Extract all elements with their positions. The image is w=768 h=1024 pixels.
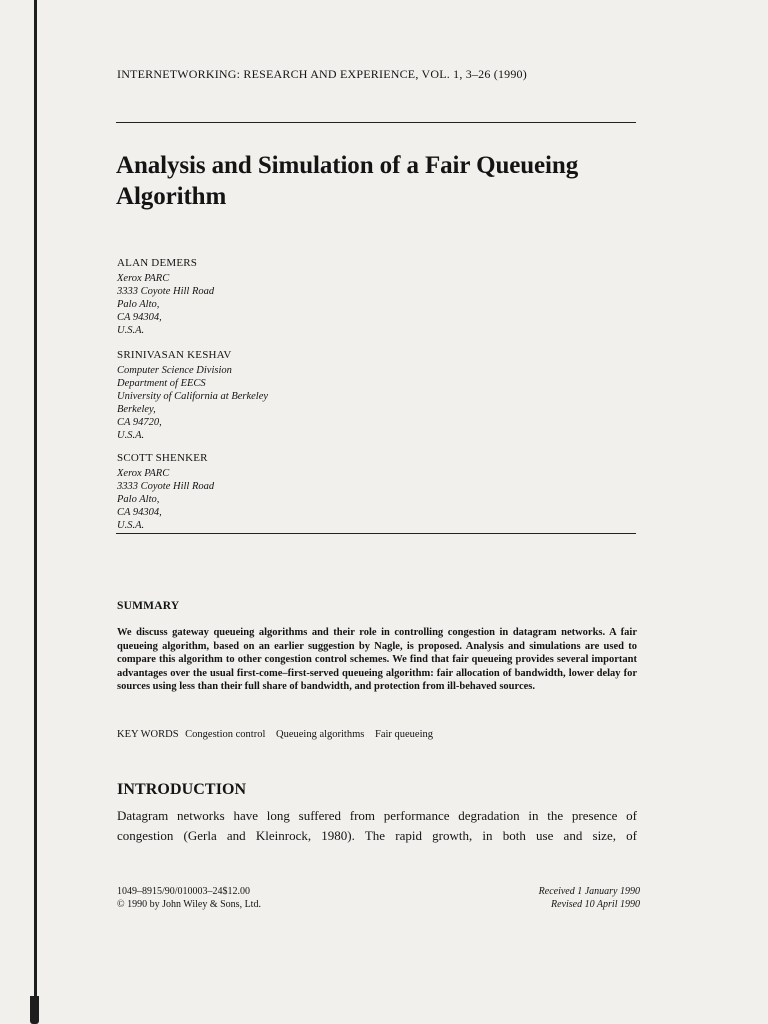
author-block	[117, 451, 417, 532]
scan-binding-corner	[30, 996, 39, 1024]
affiliation-line: Xerox PARC	[117, 273, 170, 284]
introduction-heading: INTRODUCTION	[117, 781, 247, 798]
introduction-text	[117, 806, 637, 846]
introduction-line: congestion (Gerla and Kleinrock, 1980). The rapid growth, in both use and size, of	[117, 828, 637, 843]
footer-dates	[437, 885, 640, 911]
keywords-label: KEY WORDS	[117, 729, 179, 740]
affiliation-line: 3333 Coyote Hill Road	[117, 481, 215, 492]
affiliation-line: Computer Science Division	[117, 365, 232, 376]
affiliation-line: U.S.A.	[117, 430, 145, 441]
affiliation-line: U.S.A.	[117, 325, 145, 336]
affiliation-line: Department of EECS	[117, 378, 206, 389]
received-date: Received 1 January 1990	[538, 886, 640, 897]
author-block	[117, 348, 417, 442]
affiliation-line: CA 94720,	[117, 417, 162, 428]
authors-rule	[116, 533, 636, 534]
author-name: ALAN DEMERS	[117, 257, 198, 269]
author-block	[117, 256, 417, 337]
keyword-item: Queueing algorithms	[276, 729, 365, 740]
keyword-item: Fair queueing	[374, 729, 434, 740]
affiliation-line: CA 94304,	[117, 507, 162, 518]
summary-text: We discuss gateway queueing algorithms and their role in controlling congestion in datagram networks. A fair queueing algorithm, based on an earlier suggestion by Nagle, is proposed. Analysis and simulations are used to compare this algorithm to other congestion control schemes. We find that fair queueing provides several important advantages over the usual first-come–first-served queueing algorithm: fair allocation of bandwidth, lower delay for sources using less than their full share of bandwidth, and protection from ill-behaved sources.	[117, 627, 637, 692]
keywords-line	[117, 729, 441, 740]
affiliation-line: CA 94304,	[117, 312, 162, 323]
publication-code: 1049–8915/90/010003–24$12.00	[117, 886, 251, 897]
affiliation-line: U.S.A.	[117, 520, 145, 531]
affiliation-line: University of California at Berkeley	[117, 391, 269, 402]
summary-heading: SUMMARY	[117, 600, 180, 612]
affiliation-line: Palo Alto,	[117, 299, 160, 310]
scan-binding-edge	[34, 0, 37, 1008]
author-name: SCOTT SHENKER	[117, 452, 208, 464]
journal-header: INTERNETWORKING: RESEARCH AND EXPERIENCE, VOL. 1, 3–26 (1990)	[117, 67, 527, 81]
footer-publication-info	[117, 885, 261, 911]
copyright-notice: © 1990 by John Wiley & Sons, Ltd.	[117, 899, 261, 910]
affiliation-line: Palo Alto,	[117, 494, 160, 505]
introduction-line: Datagram networks have long suffered from performance degradation in the presence of	[117, 808, 637, 823]
header-rule	[116, 122, 636, 123]
revised-date: Revised 10 April 1990	[551, 899, 640, 910]
affiliation-line: Berkeley,	[117, 404, 156, 415]
paper-title: Analysis and Simulation of a Fair Queueing Algorithm	[116, 152, 579, 210]
keyword-item: Congestion control	[185, 729, 266, 740]
affiliation-line: Xerox PARC	[117, 468, 170, 479]
author-name: SRINIVASAN KESHAV	[117, 349, 232, 361]
affiliation-line: 3333 Coyote Hill Road	[117, 286, 215, 297]
